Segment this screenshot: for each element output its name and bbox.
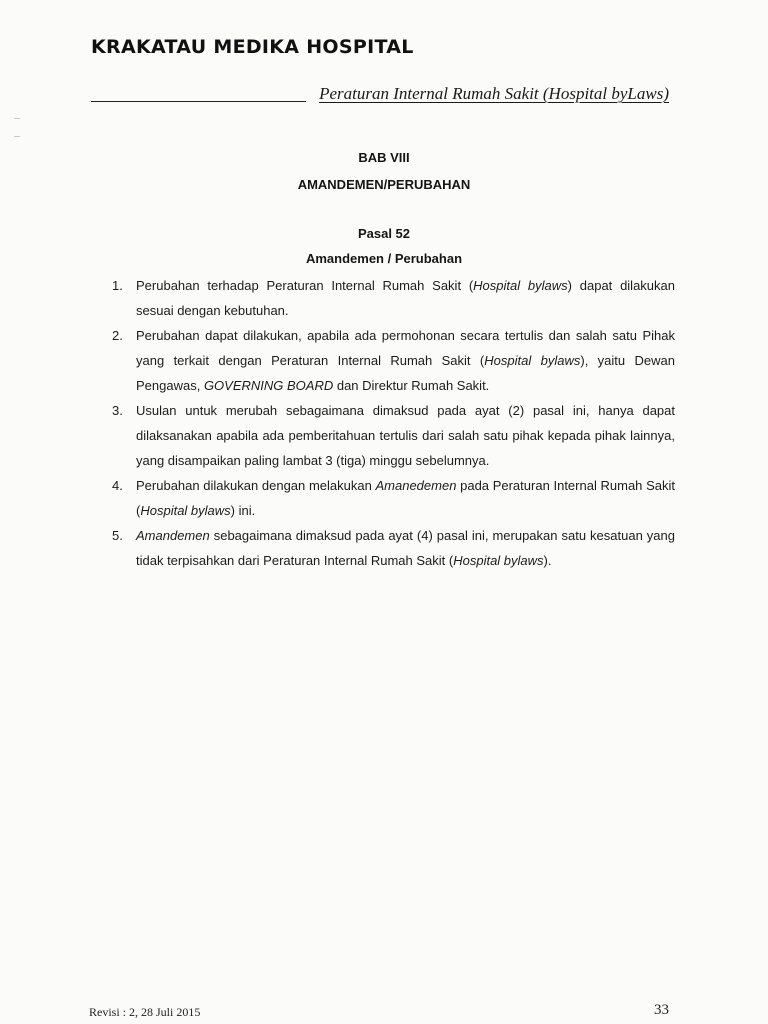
provision-text-segment: Perubahan dapat dilakukan, apabila ada permohonan secara tertulis dan salah satu Pihak yang terkait dengan Peraturan Internal Rumah Sakit ( [136, 328, 675, 368]
provision-text-segment: ). [543, 553, 552, 568]
header-rule [91, 101, 306, 102]
provision-text [136, 523, 675, 573]
provision-text-italic: Hospital bylaws [453, 553, 544, 568]
provision-text-segment: sebagaimana dimaksud pada ayat (4) pasal ini, merupakan satu kesatuan yang tidak terpisahkan dari Peraturan Internal Rumah Sakit ( [136, 528, 675, 568]
provision-text [136, 323, 675, 398]
provision-text-segment: ), yaitu Dewan Pengawas, [136, 353, 675, 393]
provision-text-segment: Perubahan terhadap Peraturan Internal Rumah Sakit ( [136, 278, 474, 293]
provision-text-italic: Hospital bylaws [484, 353, 581, 368]
provision-text-segment: pada Peraturan Internal Rumah Sakit ( [136, 478, 675, 518]
provision-number: 3. [112, 403, 123, 418]
page-number: 33 [654, 1002, 669, 1018]
provision-text [136, 273, 675, 323]
chapter-title: AMANDEMEN/PERUBAHAN [297, 177, 471, 192]
provision-number: 4. [112, 478, 123, 493]
provision-text-italic: Hospital bylaws [473, 278, 568, 293]
provision-item [112, 323, 675, 398]
chapter-number: BAB VIII [358, 150, 410, 165]
article-title: Amandemen / Perubahan [305, 251, 463, 266]
provision-text-italic: Amandemen [136, 528, 210, 543]
article-number: Pasal 52 [357, 226, 411, 241]
document-title: Peraturan Internal Rumah Sakit (Hospital byLaws) [319, 84, 669, 103]
provision-text-segment: dan Direktur Rumah Sakit. [333, 378, 490, 393]
revision-note: Revisi : 2, 28 Juli 2015 [89, 1005, 201, 1019]
provision-number: 5. [112, 528, 123, 543]
provision-item [112, 473, 675, 523]
provision-text-italic: GOVERNING BOARD [203, 378, 334, 393]
provision-text [136, 473, 675, 523]
provision-text [136, 398, 675, 473]
provision-text-segment: Usulan untuk merubah sebagaimana dimaksud pada ayat (2) pasal ini, hanya dapat dilaksanakan apabila ada pemberitahuan tertulis dari salah satu pihak kepada pihak lainnya, yang disampaikan paling lambat 3 (tiga) minggu sebelumnya. [136, 403, 675, 468]
provision-text-segment: Perubahan dilakukan dengan melakukan [136, 478, 376, 493]
provision-text-segment: ) dapat dilakukan sesuai dengan kebutuhan. [136, 278, 675, 318]
provision-list [112, 273, 675, 573]
provision-item [112, 523, 675, 573]
provision-item [112, 273, 675, 323]
scan-margin-mark [14, 136, 20, 137]
provision-number: 1. [112, 278, 123, 293]
scan-margin-mark [14, 118, 20, 119]
provision-number: 2. [112, 328, 123, 343]
provision-item [112, 398, 675, 473]
provision-text-italic: Amanedemen [375, 478, 457, 493]
provision-text-segment: ) ini. [230, 503, 256, 518]
hospital-name: KRAKATAU MEDIKA HOSPITAL [91, 36, 414, 58]
provision-text-italic: Hospital bylaws [140, 503, 231, 518]
